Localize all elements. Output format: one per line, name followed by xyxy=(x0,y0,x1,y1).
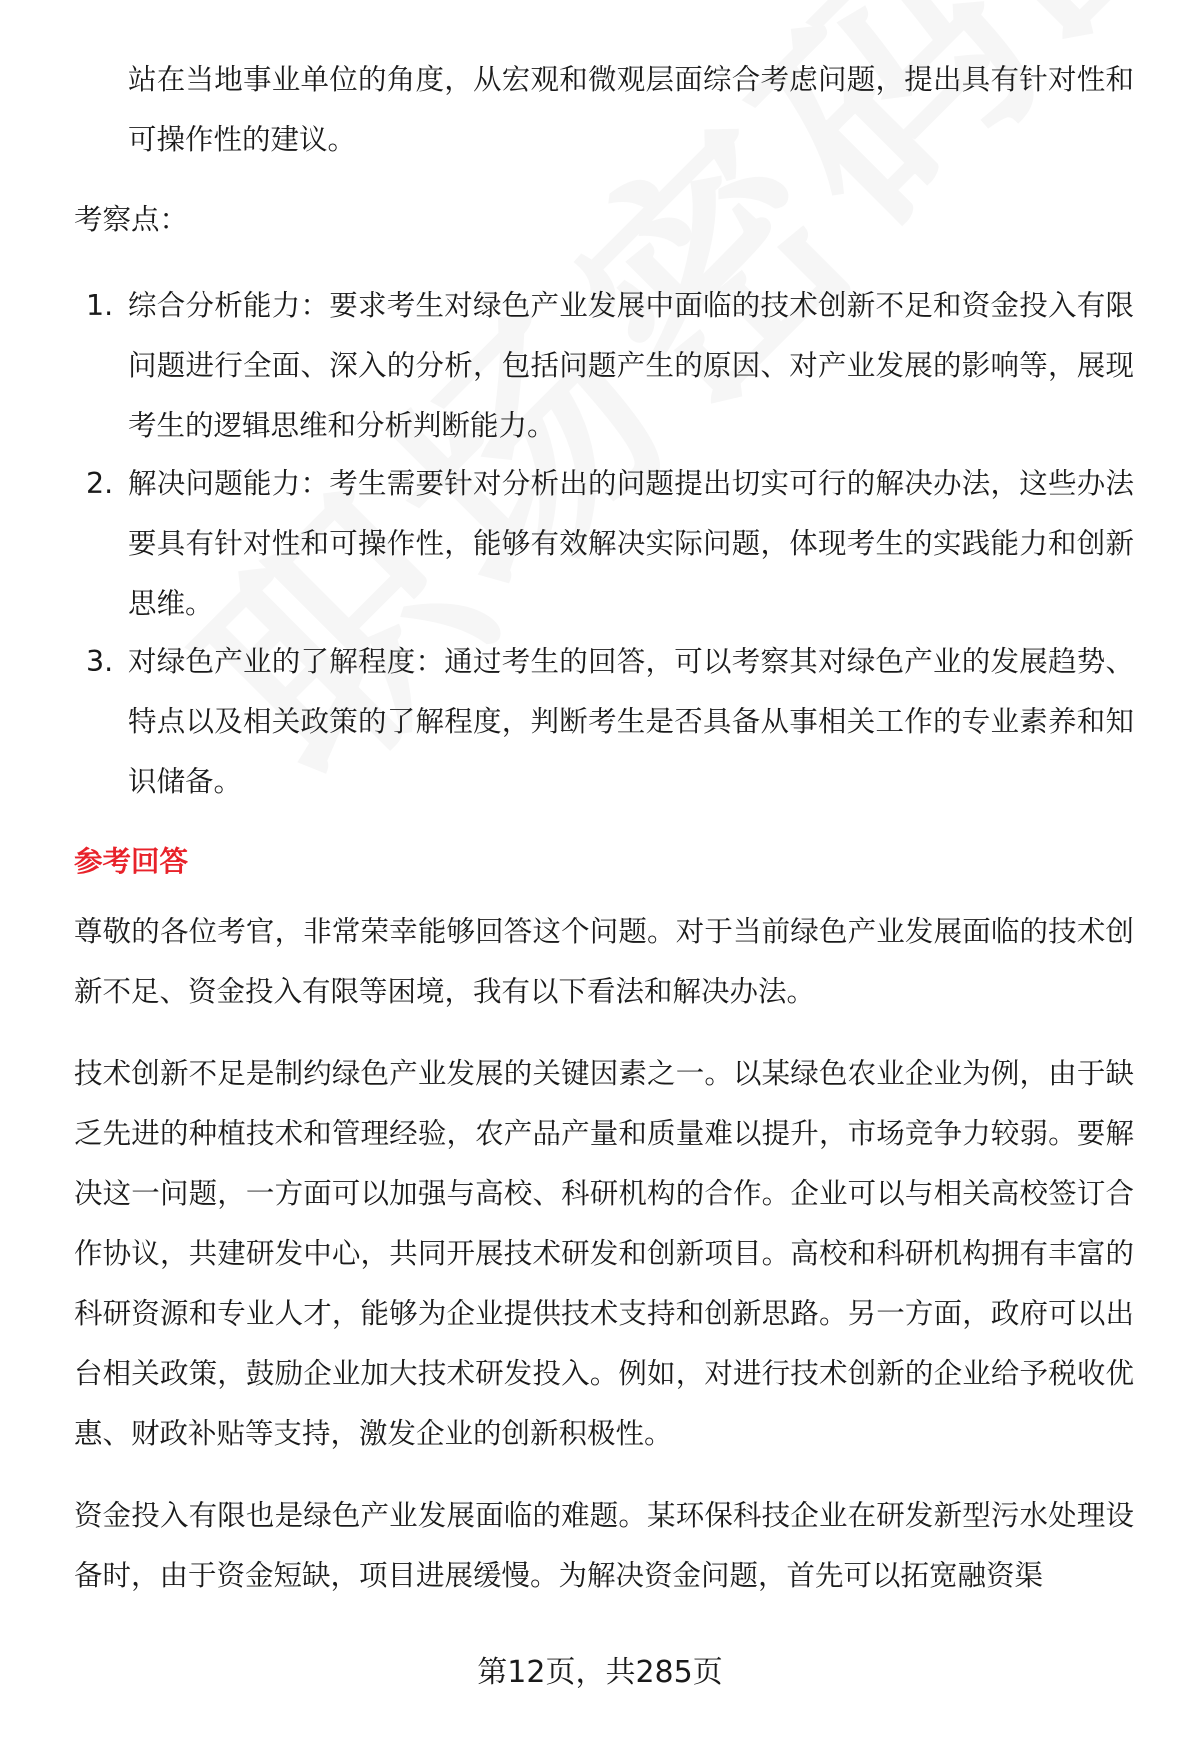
list-item-text: 对绿色产业的了解程度：通过考生的回答，可以考察其对绿色产业的发展趋势、特点以及相关政策的了解程度，判断考生是否具备从事相关工作的专业素养和知识储备。 xyxy=(128,645,1134,798)
list-item-text: 综合分析能力：要求考生对绿色产业发展中面临的技术创新不足和资金投入有限问题进行全面、深入的分析，包括问题产生的原因、对产业发展的影响等，展现考生的逻辑思维和分析判断能力。 xyxy=(128,289,1134,442)
exam-points-list xyxy=(74,276,1134,812)
list-number: 1. xyxy=(86,289,114,322)
intro-continuation: 站在当地事业单位的角度，从宏观和微观层面综合考虑问题，提出具有针对性和可操作性的建议。 xyxy=(128,63,1134,156)
exam-points-label: 考察点： xyxy=(74,203,189,236)
answer-paragraph: 资金投入有限也是绿色产业发展面临的难题。某环保科技企业在研发新型污水处理设备时，由于资金短缺，项目进展缓慢。为解决资金问题，首先可以拓宽融资渠 xyxy=(74,1499,1134,1592)
answer-paragraph: 技术创新不足是制约绿色产业发展的关键因素之一。以某绿色农业企业为例，由于缺乏先进的种植技术和管理经验，农产品产量和质量难以提升，市场竞争力较弱。要解决这一问题，一方面可以加强与高校、科研机构的合作。企业可以与相关高校签订合作协议，共建研发中心，共同开展技术研发和创新项目。高校和科研机构拥有丰富的科研资源和专业人才，能够为企业提供技术支持和创新思路。另一方面，政府可以出台相关政策，鼓励企业加大技术研发投入。例如，对进行技术创新的企业给予税收优惠、财政补贴等支持，激发企业的创新积极性。 xyxy=(74,1057,1134,1450)
page-content xyxy=(74,50,1134,1606)
page-footer: 第12页，共285页 xyxy=(477,1655,723,1690)
list-number: 2. xyxy=(86,467,114,500)
answer-paragraph: 尊敬的各位考官，非常荣幸能够回答这个问题。对于当前绿色产业发展面临的技术创新不足、资金投入有限等困境，我有以下看法和解决办法。 xyxy=(74,915,1134,1008)
list-item xyxy=(74,454,1134,634)
reference-answer-heading: 参考回答 xyxy=(74,845,189,878)
list-item-text: 解决问题能力：考生需要针对分析出的问题提出切实可行的解决办法，这些办法要具有针对性和可操作性，能够有效解决实际问题，体现考生的实践能力和创新思维。 xyxy=(128,467,1134,620)
list-item xyxy=(74,276,1134,456)
list-number: 3. xyxy=(86,645,114,678)
list-item xyxy=(74,632,1134,812)
